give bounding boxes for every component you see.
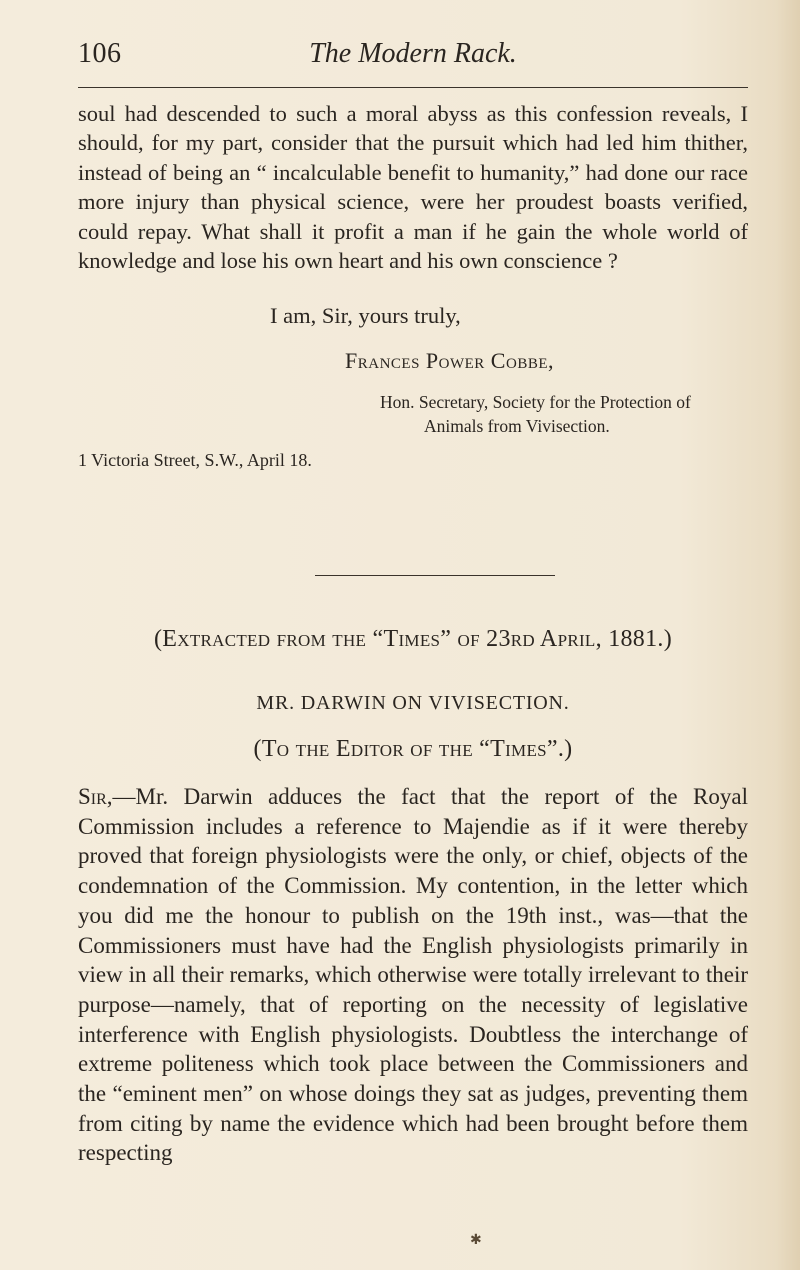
article-body	[78, 782, 748, 1168]
page-header	[78, 30, 748, 74]
article-title: MR. DARWIN ON VIVISECTION.	[256, 692, 570, 714]
sign-off: I am, Sir, yours truly,	[270, 303, 461, 328]
article-body-text: —Mr. Darwin adduces the fact that the report of the Royal Commission includes a reference to Majendie as if it were thereby proved that foreign physiologists were the only, or chief, objects of the condemnation of the Commission. My contention, in the letter which you did me the honour to publish on the 19th inst., was—that the Commissioners must have had the English physiologists primarily in view in all their remarks, which otherwise were totally irrelevant to their purpose—namely, that of reporting on the necessity of legislative interference with English physiologists. Doubtless the interchange of extreme politeness which took place between the Commissioners and the “eminent men” on whose doings they sat as judges, preventing them from citing by name the evidence which had been brought before them respecting	[78, 784, 748, 1166]
affiliation-line-2: Animals from Vivisection.	[424, 416, 610, 436]
address: 1 Victoria Street, S.W., April 18.	[78, 450, 312, 470]
salutation: Sir,	[78, 784, 113, 809]
page-number: 106	[78, 38, 122, 69]
affiliation-line-1: Hon. Secretary, Society for the Protection of	[380, 392, 691, 412]
signature: Frances Power Cobbe,	[345, 348, 554, 373]
letter-paragraph: soul had descended to such a moral abyss as this confession reveals, I should, for my part, consider that the pursuit which had led him thither, instead of being an “ incalculable benefit to humanity,” had done our race more injury than physical science, were her proudest boasts verified, could repay. What shall it profit a man if he gain the whole world of knowledge and lose his own heart and his own conscience ?	[78, 101, 748, 274]
affiliation	[380, 390, 760, 438]
footer-mark: ✱	[470, 1233, 482, 1248]
to-editor-line: (To the Editor of the “Times”.)	[253, 736, 573, 762]
header-rule	[78, 87, 748, 88]
section-divider	[315, 575, 555, 576]
running-title: The Modern Rack.	[309, 38, 517, 69]
extract-note: (Extracted from the “Times” of 23rd April, 1881.)	[153, 626, 672, 652]
